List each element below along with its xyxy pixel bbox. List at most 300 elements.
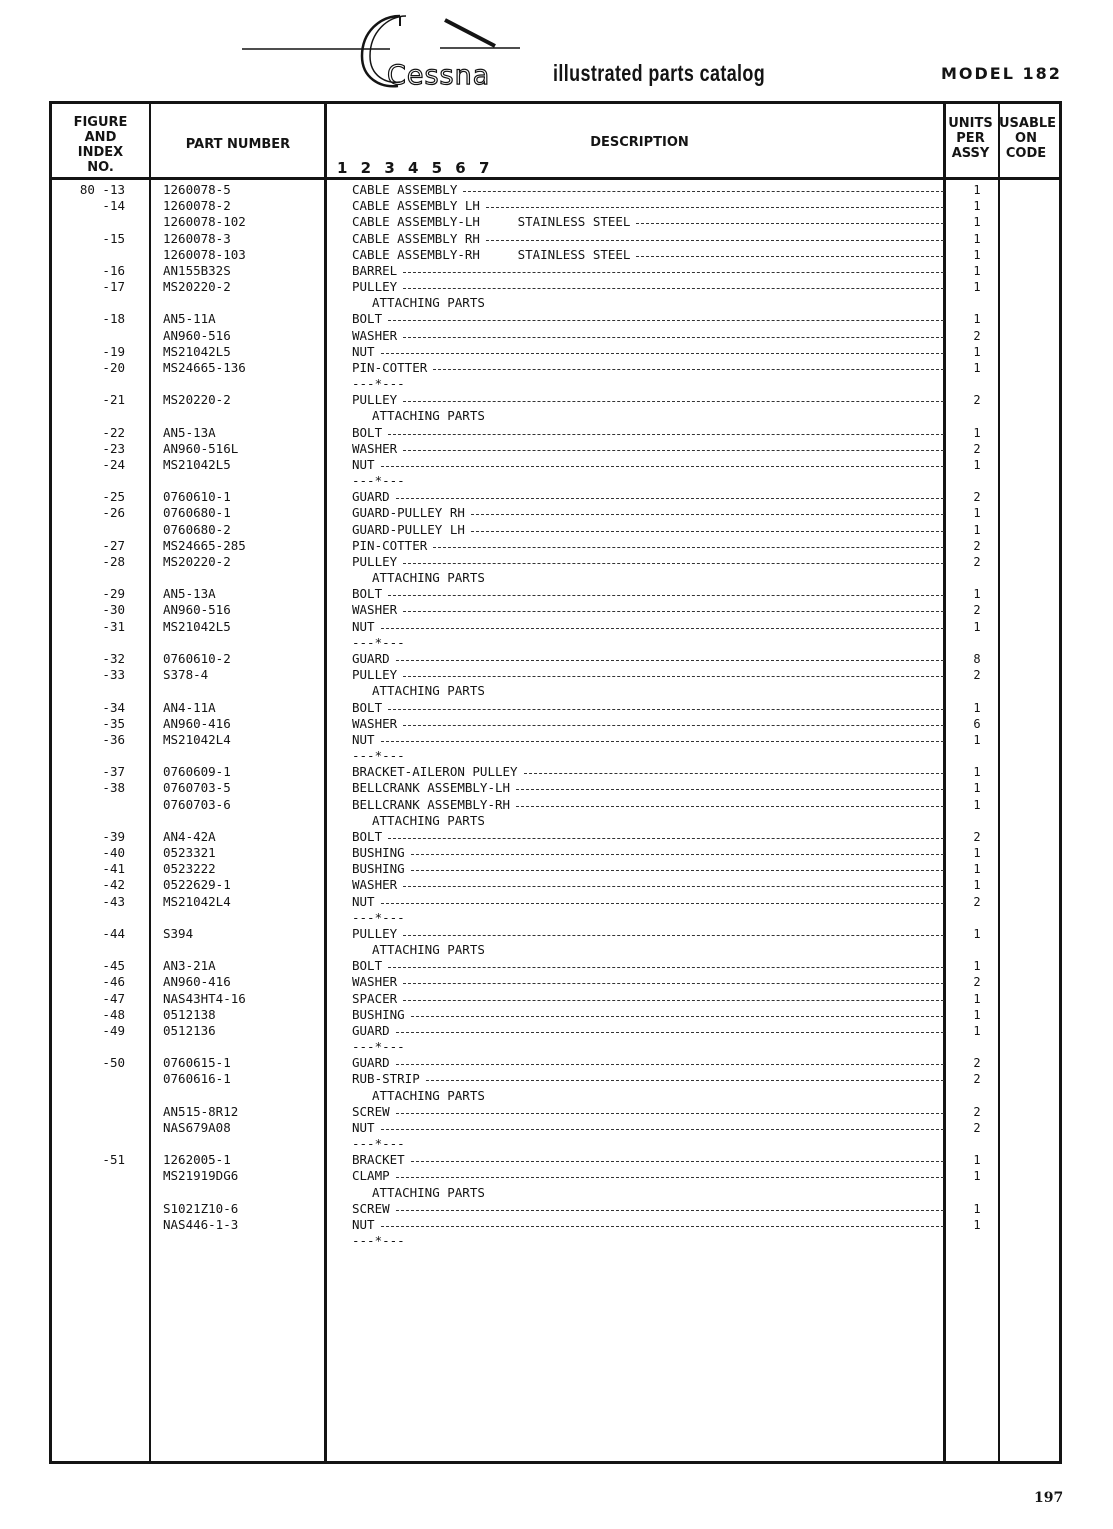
table-row (52, 231, 1059, 247)
table-row (52, 473, 1059, 489)
units-per-assy: 2 (973, 1104, 981, 1119)
description-text: SCREW (352, 1103, 390, 1119)
dash-leader (403, 554, 944, 564)
table-row (52, 392, 1059, 408)
description-text: NUT (352, 456, 375, 472)
part-number: 0512136 (163, 1022, 216, 1038)
description-text: SCREW (352, 1200, 390, 1216)
figure-index: -49 (102, 1022, 125, 1038)
description-text: BOLT (352, 958, 383, 974)
description-text: BOLT (352, 699, 383, 715)
part-number: AN960-516L (163, 440, 239, 456)
description (352, 667, 946, 683)
description (352, 554, 946, 570)
units-per-assy: 1 (973, 231, 981, 246)
dash-leader (388, 700, 944, 710)
units-per-assy: 2 (973, 554, 981, 569)
units-per-assy: 1 (973, 732, 981, 747)
part-number: MS21919DG6 (163, 1168, 239, 1184)
description (352, 473, 405, 489)
dash-leader (411, 1007, 944, 1017)
part-number: 1260078-103 (163, 246, 246, 262)
figure-index: -20 (102, 359, 125, 375)
part-number: 0760616-1 (163, 1071, 231, 1087)
table-row (52, 263, 1059, 279)
dash-leader (636, 247, 944, 257)
table-row (52, 279, 1059, 295)
description (352, 991, 946, 1007)
description (352, 1007, 946, 1023)
part-number: S394 (163, 925, 194, 941)
description-text: BOLT (352, 311, 383, 327)
description-text: PIN-COTTER (352, 359, 428, 375)
units-per-assy: 2 (973, 328, 981, 343)
part-number: 0760615-1 (163, 1055, 231, 1071)
figure-index: -41 (102, 861, 125, 877)
figure-index: -16 (102, 262, 125, 278)
dash-leader (403, 716, 944, 726)
description (352, 1217, 946, 1233)
description (352, 247, 946, 263)
table-row (52, 441, 1059, 457)
table-row (52, 1201, 1059, 1217)
dash-leader (411, 1152, 944, 1162)
figure-index: -44 (102, 925, 125, 941)
description (352, 651, 946, 667)
table-row (52, 651, 1059, 667)
table-row (52, 1185, 1059, 1201)
table-row (52, 554, 1059, 570)
table-row (52, 214, 1059, 230)
description-text: BRACKET-AILERON PULLEY (352, 764, 518, 780)
table-row (52, 522, 1059, 538)
units-per-assy: 1 (973, 506, 981, 521)
units-per-assy: 2 (973, 1120, 981, 1135)
units-per-assy: 1 (973, 312, 981, 327)
part-number: AN960-516 (163, 327, 231, 343)
figure-index: -46 (102, 974, 125, 990)
table-row (52, 489, 1059, 505)
part-number: NAS679A08 (163, 1119, 231, 1135)
description-text: WASHER (352, 327, 398, 343)
units-per-assy: 1 (973, 1153, 981, 1168)
dash-leader (403, 877, 944, 887)
dash-leader (471, 522, 944, 532)
description (352, 1168, 946, 1184)
dash-leader (411, 861, 944, 871)
header-description: DESCRIPTION (590, 135, 689, 150)
description-text: GUARD (352, 1055, 390, 1071)
part-number: AN5-11A (163, 311, 216, 327)
dash-leader (516, 797, 944, 807)
table-row (52, 667, 1059, 683)
description-text: BOLT (352, 424, 383, 440)
table-row (52, 732, 1059, 748)
description (352, 1071, 946, 1087)
description-text: ---*--- (352, 473, 405, 489)
parts-rows (52, 182, 1059, 1249)
part-number: AN155B32S (163, 262, 231, 278)
description-text: ---*--- (352, 376, 405, 392)
part-number: AN4-11A (163, 699, 216, 715)
dash-leader (381, 1120, 944, 1130)
description-text: NUT (352, 618, 375, 634)
description (352, 829, 946, 845)
table-row (52, 295, 1059, 311)
figure-index: -31 (102, 618, 125, 634)
description-text: ---*--- (352, 1233, 405, 1249)
units-per-assy: 1 (973, 700, 981, 715)
dash-leader (396, 651, 944, 661)
figure-index: -18 (102, 311, 125, 327)
description (352, 505, 946, 521)
dash-leader (396, 489, 944, 499)
table-row (52, 247, 1059, 263)
header-units-per-assy: UNITS PER ASSY (948, 116, 993, 161)
units-per-assy: 1 (973, 215, 981, 230)
table-row (52, 1136, 1059, 1152)
part-number: S378-4 (163, 667, 209, 683)
part-number: AN5-13A (163, 586, 216, 602)
description (352, 538, 946, 554)
table-row (52, 1152, 1059, 1168)
description (352, 635, 405, 651)
units-per-assy: 1 (973, 263, 981, 278)
description-text: CABLE ASSEMBLY-RH STAINLESS STEEL (352, 246, 631, 262)
dash-leader (403, 263, 944, 273)
description-text: BOLT (352, 586, 383, 602)
description (352, 311, 946, 327)
table-row (52, 958, 1059, 974)
figure-index: -27 (102, 537, 125, 553)
description-text: NUT (352, 731, 375, 747)
part-number: 0760680-2 (163, 521, 231, 537)
description-text: NUT (352, 1119, 375, 1135)
units-per-assy: 1 (973, 878, 981, 893)
units-per-assy: 8 (973, 651, 981, 666)
description-text: WASHER (352, 440, 398, 456)
description-text: GUARD (352, 1022, 390, 1038)
table-row (52, 328, 1059, 344)
description (352, 910, 405, 926)
description-text: BELLCRANK ASSEMBLY-LH (352, 780, 511, 796)
part-number: 0523222 (163, 861, 216, 877)
part-number: MS20220-2 (163, 279, 231, 295)
part-number: AN960-516 (163, 602, 231, 618)
cessna-logo (240, 12, 540, 92)
units-per-assy: 1 (973, 199, 981, 214)
part-number: 1262005-1 (163, 1152, 231, 1168)
description-text: ATTACHING PARTS (372, 570, 485, 586)
table-row (52, 942, 1059, 958)
table-row (52, 877, 1059, 893)
table-row (52, 861, 1059, 877)
units-per-assy: 1 (973, 781, 981, 796)
description (352, 1136, 405, 1152)
dash-leader (403, 926, 944, 936)
dash-leader (411, 845, 944, 855)
dash-leader (426, 1071, 944, 1081)
description (352, 263, 946, 279)
dash-leader (524, 764, 944, 774)
dash-leader (403, 602, 944, 612)
dash-leader (388, 829, 944, 839)
description-text: ATTACHING PARTS (372, 812, 485, 828)
figure-index: -30 (102, 602, 125, 618)
table-row (52, 780, 1059, 796)
part-number: 0522629-1 (163, 877, 231, 893)
dash-leader (403, 392, 944, 402)
dash-leader (433, 538, 944, 548)
figure-index: -15 (102, 230, 125, 246)
units-per-assy: 1 (973, 1201, 981, 1216)
dash-leader (388, 425, 944, 435)
description-text: PIN-COTTER (352, 537, 428, 553)
dash-leader (403, 279, 944, 289)
part-number: MS20220-2 (163, 553, 231, 569)
table-row (52, 635, 1059, 651)
description-text: BRACKET (352, 1152, 405, 1168)
dash-leader (396, 1168, 944, 1178)
table-row (52, 1168, 1059, 1184)
part-number: AN515-8R12 (163, 1103, 239, 1119)
description-text: CABLE ASSEMBLY-LH STAINLESS STEEL (352, 214, 631, 230)
part-number: MS21042L4 (163, 893, 231, 909)
table-row (52, 360, 1059, 376)
part-number: 0760610-2 (163, 650, 231, 666)
table-row (52, 182, 1059, 198)
units-per-assy: 2 (973, 668, 981, 683)
description (352, 522, 946, 538)
part-number: 0760703-5 (163, 780, 231, 796)
figure-index: 80 -13 (79, 182, 125, 197)
description-text: CABLE ASSEMBLY RH (352, 230, 480, 246)
table-row (52, 683, 1059, 699)
figure-index: -34 (102, 699, 125, 715)
description-text: ATTACHING PARTS (372, 942, 485, 958)
table-row (52, 1071, 1059, 1087)
description (352, 279, 946, 295)
table-row (52, 425, 1059, 441)
description (352, 457, 946, 473)
figure-index: -32 (102, 650, 125, 666)
dash-leader (471, 505, 944, 515)
description (352, 926, 946, 942)
table-row (52, 829, 1059, 845)
description (352, 780, 946, 796)
part-number: MS24665-136 (163, 359, 246, 375)
description-text: WASHER (352, 602, 398, 618)
units-per-assy: 1 (973, 183, 981, 197)
description (352, 1023, 946, 1039)
header-usable-on-code: USABLE ON CODE (999, 116, 1057, 161)
description-text: GUARD-PULLEY RH (352, 505, 465, 521)
units-per-assy: 1 (973, 862, 981, 877)
figure-index: -33 (102, 667, 125, 683)
description (352, 861, 946, 877)
units-per-assy: 1 (973, 457, 981, 472)
table-row (52, 198, 1059, 214)
units-per-assy: 1 (973, 765, 981, 780)
figure-index: -51 (102, 1152, 125, 1168)
part-number: AN5-13A (163, 424, 216, 440)
description (352, 586, 946, 602)
description-text: BUSHING (352, 845, 405, 861)
table-row (52, 538, 1059, 554)
units-per-assy: 2 (973, 1072, 981, 1087)
units-per-assy: 1 (973, 1023, 981, 1038)
description (352, 489, 946, 505)
description (352, 214, 946, 230)
description (352, 182, 946, 198)
description (352, 376, 405, 392)
figure-index: -21 (102, 392, 125, 408)
dash-leader (486, 198, 944, 208)
figure-index: -36 (102, 731, 125, 747)
description-text: GUARD (352, 489, 390, 505)
figure-index: -28 (102, 553, 125, 569)
figure-index: -19 (102, 343, 125, 359)
description-text: ATTACHING PARTS (372, 295, 485, 311)
description-text: WASHER (352, 974, 398, 990)
description-text: BELLCRANK ASSEMBLY-RH (352, 796, 511, 812)
figure-index: -39 (102, 828, 125, 844)
description-text: ATTACHING PARTS (372, 683, 485, 699)
table-row (52, 344, 1059, 360)
description-text: GUARD (352, 650, 390, 666)
description-text: PULLEY (352, 553, 398, 569)
dash-leader (433, 360, 944, 370)
dash-leader (396, 1055, 944, 1065)
table-row (52, 311, 1059, 327)
description-text: ATTACHING PARTS (372, 408, 485, 424)
part-number: 1260078-3 (163, 230, 231, 246)
description (352, 845, 946, 861)
table-row (52, 1007, 1059, 1023)
table-row (52, 457, 1059, 473)
description-text: WASHER (352, 877, 398, 893)
units-per-assy: 2 (973, 490, 981, 505)
units-per-assy: 1 (973, 991, 981, 1006)
description (352, 408, 485, 424)
units-per-assy: 2 (973, 829, 981, 844)
units-per-assy: 1 (973, 1169, 981, 1184)
table-row (52, 602, 1059, 618)
part-number: 0512138 (163, 1006, 216, 1022)
description-text: NUT (352, 1217, 375, 1232)
table-row (52, 910, 1059, 926)
description-text: CABLE ASSEMBLY LH (352, 198, 480, 214)
table-row (52, 1217, 1059, 1233)
description (352, 231, 946, 247)
units-per-assy: 2 (973, 538, 981, 553)
description (352, 425, 946, 441)
units-per-assy: 1 (973, 247, 981, 262)
description-text: GUARD-PULLEY LH (352, 521, 465, 537)
header-indent-levels: 1 2 3 4 5 6 7 (337, 159, 494, 177)
table-row (52, 894, 1059, 910)
svg-text:Cessna: Cessna (387, 60, 491, 91)
dash-leader (388, 958, 944, 968)
units-per-assy: 1 (973, 959, 981, 974)
units-per-assy: 2 (973, 603, 981, 618)
units-per-assy: 2 (973, 393, 981, 408)
description (352, 1201, 946, 1217)
figure-index: -47 (102, 990, 125, 1006)
table-row (52, 716, 1059, 732)
description-text: PULLEY (352, 667, 398, 683)
description-text: BUSHING (352, 1006, 405, 1022)
table-row (52, 1104, 1059, 1120)
part-number: 0523321 (163, 845, 216, 861)
table-row (52, 408, 1059, 424)
dash-leader (381, 732, 944, 742)
description (352, 974, 946, 990)
figure-index: -48 (102, 1006, 125, 1022)
header-figure-index: FIGURE AND INDEX NO. (73, 115, 128, 175)
units-per-assy: 1 (973, 846, 981, 861)
table-row (52, 1120, 1059, 1136)
description-text: NUT (352, 343, 375, 359)
table-row (52, 1233, 1059, 1249)
description (352, 198, 946, 214)
description-text: BOLT (352, 828, 383, 844)
description (352, 602, 946, 618)
figure-index: -22 (102, 424, 125, 440)
part-number: MS21042L5 (163, 618, 231, 634)
part-number: 0760610-1 (163, 489, 231, 505)
figure-index: -23 (102, 440, 125, 456)
figure-index: -25 (102, 489, 125, 505)
units-per-assy: 1 (973, 619, 981, 634)
description (352, 1152, 946, 1168)
description (352, 894, 946, 910)
dash-leader (381, 1217, 944, 1227)
table-row (52, 974, 1059, 990)
part-number: MS21042L5 (163, 456, 231, 472)
description (352, 748, 405, 764)
part-number: AN960-416 (163, 974, 231, 990)
catalog-title: illustrated parts catalog (553, 60, 766, 86)
description-text: RUB-STRIP (352, 1071, 420, 1087)
description-text: CABLE ASSEMBLY (352, 182, 458, 197)
figure-index: -42 (102, 877, 125, 893)
units-per-assy: 1 (973, 926, 981, 941)
part-number: AN3-21A (163, 958, 216, 974)
dash-leader (388, 586, 944, 596)
part-number: AN960-416 (163, 715, 231, 731)
header-part-number: PART NUMBER (185, 137, 291, 152)
figure-index: -43 (102, 893, 125, 909)
dash-leader (516, 780, 944, 790)
figure-index: -17 (102, 279, 125, 295)
part-number: 0760680-1 (163, 505, 231, 521)
units-per-assy: 1 (973, 1218, 981, 1232)
table-row (52, 991, 1059, 1007)
description (352, 392, 946, 408)
description (352, 441, 946, 457)
units-per-assy: 1 (973, 425, 981, 440)
part-number: 0760609-1 (163, 764, 231, 780)
table-row (52, 376, 1059, 392)
part-number: MS21042L5 (163, 343, 231, 359)
description-text: CLAMP (352, 1168, 390, 1184)
part-number: NAS43HT4-16 (163, 990, 246, 1006)
dash-leader (403, 441, 944, 451)
dash-leader (403, 991, 944, 1001)
description (352, 619, 946, 635)
table-row (52, 1088, 1059, 1104)
